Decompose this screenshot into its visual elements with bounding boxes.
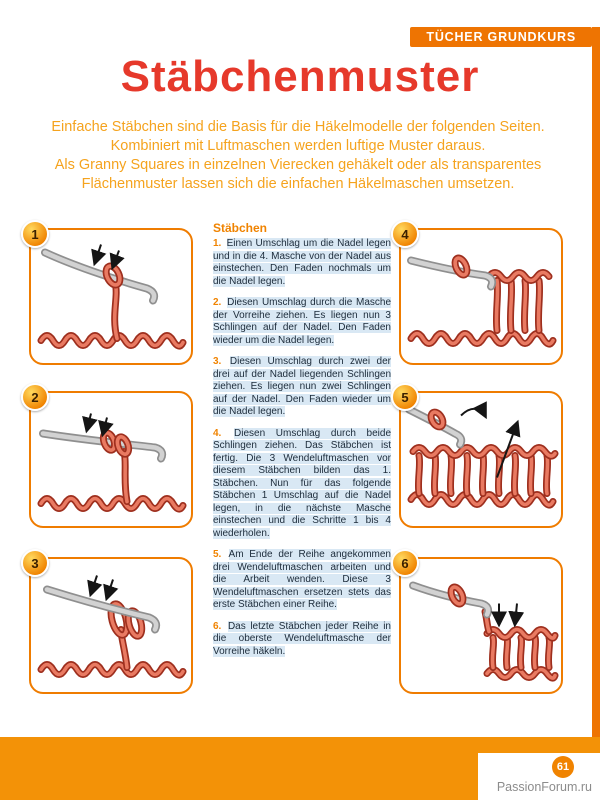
instruction-step-2 [213, 297, 391, 347]
crochet-illustration-6 [401, 559, 561, 692]
step-number: 5. [213, 549, 222, 560]
intro-line: Kombiniert mit Luftmaschen werden luftige Muster daraus. [110, 138, 486, 154]
crochet-illustration-1 [31, 230, 191, 363]
figure-number-badge: 6 [391, 549, 419, 577]
section-badge: TÜCHER GRUNDKURS [410, 27, 592, 47]
instructions-heading: Stäbchen [213, 221, 268, 235]
instructions-column [213, 221, 391, 667]
figure-number-badge: 5 [391, 383, 419, 411]
step-text: Diesen Umschlag durch die Masche der Vorreihe ziehen. Es liegen nun 3 Schlingen auf der Nadel. Den Faden wieder um die Nadel legen. [213, 297, 392, 346]
step-number: 3. [213, 356, 222, 367]
step-text: Diesen Umschlag durch zwei der drei auf der Nadel liegenden Schlingen ziehen. Es liegen nun zwei Schlingen auf der Nadel. Den Faden wieder um die Nadel legen. [213, 356, 392, 417]
intro-line: Flächenmuster lassen sich die einfachen Häkelmaschen umsetzen. [81, 176, 515, 192]
figure-step-5 [399, 391, 563, 528]
step-number: 1. [213, 238, 222, 249]
figure-number-badge: 4 [391, 220, 419, 248]
crochet-illustration-3 [31, 559, 191, 692]
step-text: Am Ende der Reihe angekommen drei Wendeluftmaschen arbeiten und die Arbeit wenden. Diese 3 Wendeluftmaschen ersetzen stets das erste Stäbchen einer Reihe. [213, 549, 391, 610]
intro-line: Einfache Stäbchen sind die Basis für die Häkelmodelle der folgenden Seiten. [51, 119, 545, 135]
figure-number-badge: 2 [21, 383, 49, 411]
watermark-text: PassionForum.ru [496, 780, 592, 794]
instruction-step-5 [213, 549, 391, 612]
figure-step-3 [29, 557, 193, 694]
figure-number-badge: 1 [21, 220, 49, 248]
step-number: 2. [213, 297, 222, 308]
instruction-step-4 [213, 428, 391, 541]
instruction-step-6 [213, 621, 391, 659]
instruction-step-3 [213, 356, 391, 419]
page-title: Stäbchenmuster [120, 52, 480, 101]
figure-step-6 [399, 557, 563, 694]
page-number-badge: 61 [552, 756, 574, 778]
step-number: 6. [213, 620, 222, 632]
figure-step-2 [29, 391, 193, 528]
step-number: 4. [213, 427, 222, 439]
instruction-step-1 [213, 238, 391, 288]
figure-step-4 [399, 228, 563, 365]
intro-line: Als Granny Squares in einzelnen Vierecken gehäkelt oder als transparentes [54, 157, 542, 173]
figure-number-badge: 3 [21, 549, 49, 577]
step-text: Einen Umschlag um die Nadel legen und in die 4. Masche von der Nadel aus einstechen. Den Faden nochmals um die Nadel legen. [213, 238, 391, 287]
crochet-illustration-5 [401, 393, 561, 526]
page-edge-strip [592, 27, 600, 739]
crochet-illustration-2 [31, 393, 191, 526]
step-text: Das letzte Stäbchen jeder Reihe in die oberste Wendeluftmasche der Vorreihe häkeln. [213, 620, 391, 657]
step-text: Diesen Umschlag durch beide Schlingen ziehen. Das Stäbchen ist fertig. Die 3 Wendeluftmaschen vor diesem Stäbchen bilden das 1. Stäbchen. Nun für das folgende Stäbchen 1 Umschlag auf die Nadel legen, in die nächste Masche einstechen und die Schritte 1 bis 4 wiederholen. [213, 427, 392, 539]
crochet-illustration-4 [401, 230, 561, 363]
figure-step-1 [29, 228, 193, 365]
intro-paragraph [20, 118, 576, 194]
